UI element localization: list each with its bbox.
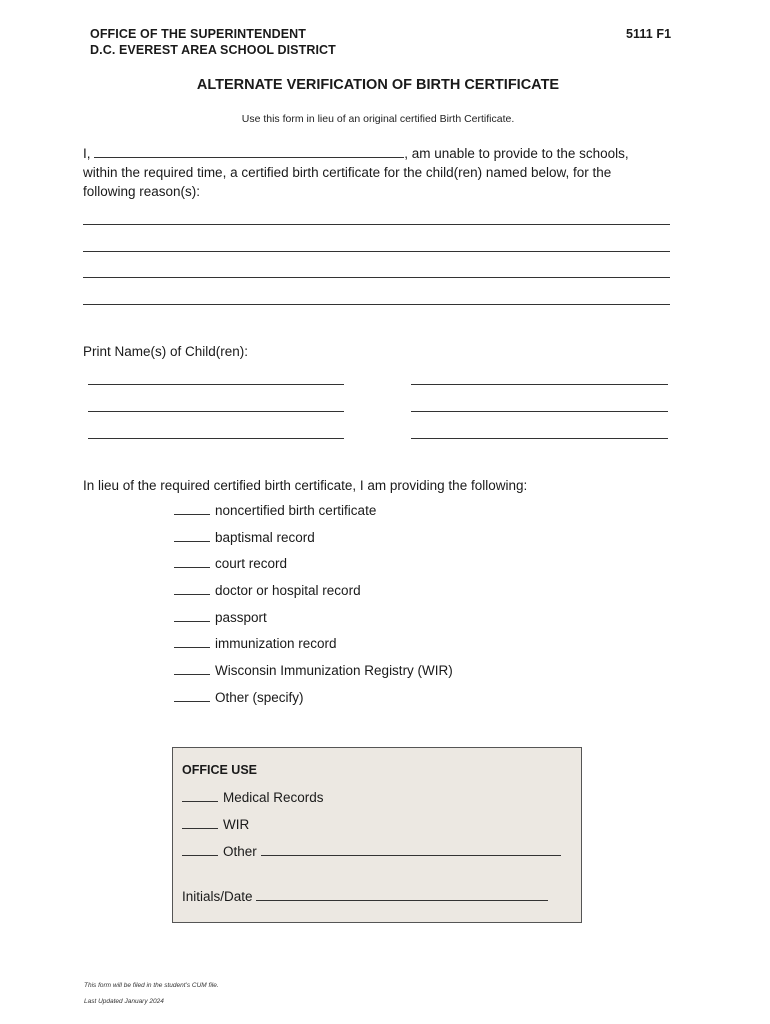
office-wir-row (182, 816, 249, 832)
option-blank[interactable] (174, 502, 210, 515)
subtitle: Use this form in lieu of an original certified Birth Certificate. (241, 113, 515, 125)
office-wir-label: WIR (223, 817, 250, 832)
child-name-line-3[interactable] (88, 411, 344, 412)
page-title: ALTERNATE VERIFICATION OF BIRTH CERTIFICATE (196, 77, 560, 93)
providing-label: In lieu of the required certified birth certificate, I am providing the following: (83, 478, 528, 493)
option-blank[interactable] (174, 582, 210, 595)
office-medical-row (182, 789, 324, 805)
office-other-row (182, 843, 561, 859)
option-label: noncertified birth certificate (215, 503, 377, 518)
option-other (174, 689, 304, 705)
office-initials-row (182, 888, 548, 904)
office-blank[interactable] (182, 816, 218, 829)
statement-line-1 (83, 144, 683, 163)
option-label: baptismal record (215, 530, 315, 545)
office-medical-label: Medical Records (223, 790, 324, 805)
reason-line-1[interactable] (83, 224, 670, 225)
children-label: Print Name(s) of Child(ren): (83, 344, 249, 359)
office-blank[interactable] (182, 843, 218, 856)
option-blank[interactable] (174, 662, 210, 675)
statement-suffix: , am unable to provide to the schools, (404, 146, 629, 161)
child-name-line-4[interactable] (411, 411, 668, 412)
child-name-line-6[interactable] (411, 438, 668, 439)
office-use-box (172, 747, 582, 923)
statement-prefix: I, (83, 146, 91, 161)
reason-line-4[interactable] (83, 304, 670, 305)
option-label: court record (215, 556, 288, 571)
option-blank[interactable] (174, 529, 210, 542)
form-number: 5111 F1 (626, 27, 672, 41)
option-immunization (174, 635, 337, 651)
office-line-2: D.C. EVEREST AREA SCHOOL DISTRICT (90, 43, 336, 57)
office-blank[interactable] (182, 789, 218, 802)
option-doctor (174, 582, 361, 598)
option-blank[interactable] (174, 609, 210, 622)
option-label: doctor or hospital record (215, 583, 361, 598)
option-label: immunization record (215, 636, 337, 651)
reason-line-2[interactable] (83, 251, 670, 252)
child-name-line-1[interactable] (88, 384, 344, 385)
statement-line-3: following reason(s): (83, 184, 201, 199)
option-blank[interactable] (174, 635, 210, 648)
child-name-line-5[interactable] (88, 438, 344, 439)
statement-line-2: within the required time, a certified birth certificate for the child(ren) named below, for the (83, 165, 612, 180)
option-blank[interactable] (174, 555, 210, 568)
footer-note: This form will be filed in the student’s CUM file. (84, 982, 219, 989)
footer-updated: Last Updated January 2024 (84, 998, 164, 1005)
parent-name-field[interactable] (94, 145, 404, 158)
reason-line-3[interactable] (83, 277, 670, 278)
office-line-1: OFFICE OF THE SUPERINTENDENT (90, 27, 307, 41)
office-initials-label: Initials/Date (182, 889, 253, 904)
office-other-field[interactable] (261, 843, 561, 856)
option-blank[interactable] (174, 689, 210, 702)
option-label: Wisconsin Immunization Registry (WIR) (215, 663, 453, 678)
office-other-label: Other (223, 844, 257, 859)
option-noncertified (174, 502, 376, 518)
office-initials-field[interactable] (256, 888, 548, 901)
option-court (174, 555, 287, 571)
option-baptismal (174, 529, 315, 545)
child-name-line-2[interactable] (411, 384, 668, 385)
option-passport (174, 609, 267, 625)
option-wir (174, 662, 453, 678)
statement (83, 144, 683, 201)
option-label: Other (specify) (215, 690, 304, 705)
office-use-title: OFFICE USE (182, 763, 258, 777)
option-label: passport (215, 610, 267, 625)
